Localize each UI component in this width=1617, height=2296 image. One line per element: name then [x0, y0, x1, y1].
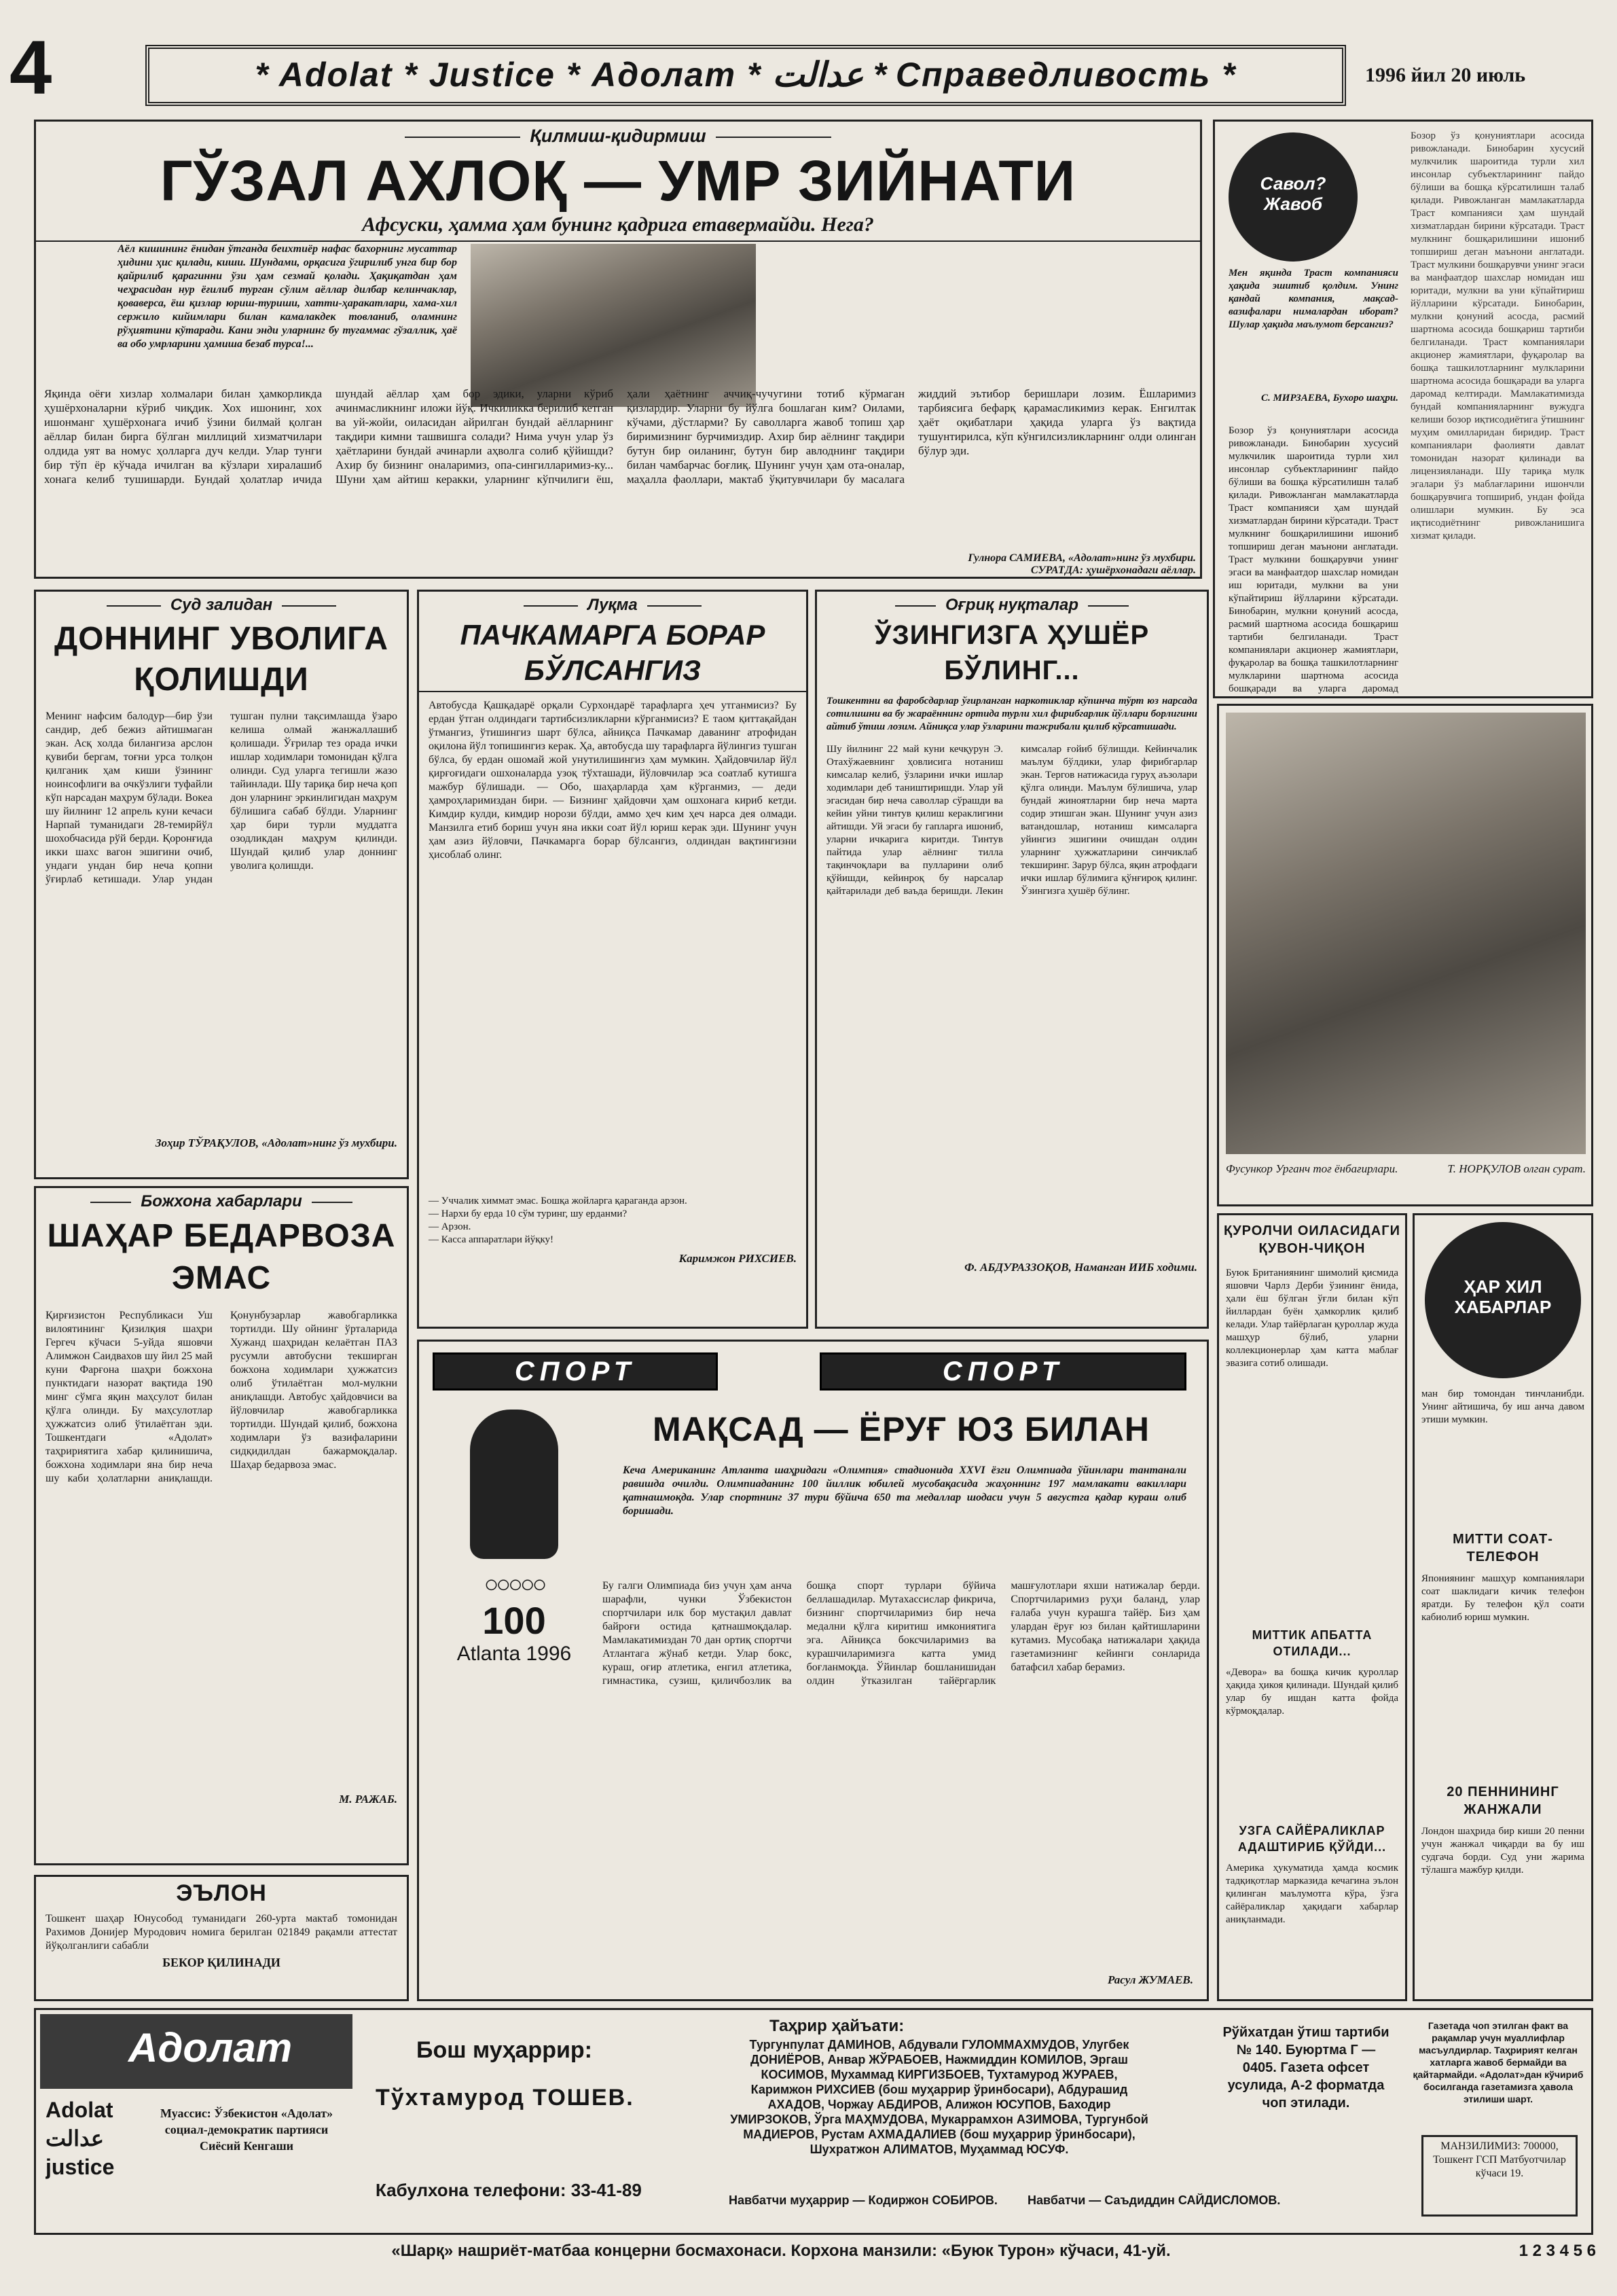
photo-credit: Т. НОРҚУЛОВ олган сурат. — [1447, 1162, 1586, 1175]
article-body — [44, 387, 1196, 577]
article-body: Бу галги Олимпиада биз учун ҳам анча шарафли, чунки Ўзбекистон спортчилари илк бор мустақил давлат байроғи остида қатнашмоқдалар. Мамлакатимиздан 70 дан ортиқ спортчи Атлантага жўнаб кетди. Улар бокс, кураш, оғир атлетика, енгил атлетика, гимнастика, сузиш, қиличбозлик ва бошқа спорт турлари бўйича беллашадилар. Мутахассислар фикрича, бизнинг спортчиларимиз бир неча медални қўлга киритиш имкониятига эга. Айниқса боксчиларимиз ва курашчиларимизга катта умид боғланмоқда. Ўйинлар бошланишидан олдин ўтказилган тайёргарлик машғулотлари яхши натижалар берди. Спортчиларимиз руҳи баланд, улар ғалаба учун курашга тайёр. Биз ҳам улардан ёруғ юз билан қайтишларини кутамиз. Мусобақа натижалари ҳақида газетамизнинг кейинги сонларида батафсил хабар берамиз. — [602, 1580, 1200, 1687]
footer-logo-main: Адолат — [128, 2025, 293, 2070]
article-bojxona — [34, 1186, 409, 1865]
article-qurolchi — [1217, 1213, 1407, 2001]
rubric-text: Луқма — [587, 596, 638, 614]
olympic-logo — [446, 1410, 582, 1708]
rubric-text: Қилмиш-қидирмиш — [530, 126, 706, 146]
harxil-logo — [1425, 1222, 1581, 1378]
article-sud — [34, 590, 409, 1179]
editor-label: Бош муҳаррир: — [416, 2037, 592, 2063]
trust-body-repeat: Бозор ўз қонуниятлари асосида ривожланади. Бинобарин хусусий мулкчилик шароитида турли хил инсонлар субъектларининг пайдо бўлиши ва бошқа кўрсатилишн талаб қилади. Ривожланган мамлакатларда Траст компанияси ҳам шундай хизматлардан бирини кўрсатади. Траст мулкнинг бошқарилишини ишониб топшириш деган маънони англатади. Траст мулкини бошқарувчи унинг эгаси ва манфаатдор шахслар номидан иш юритади, мулкни ва уни кўпайтириш йўлларини кўрсатади. Бинобарин, мулкни қонуний асосда, расмий шартнома асосида бошқариш тартиби белгиланади. Траст компаниялари акционер жамиятлари, фуқаролар ва бошқа ташкилотларнинг мулкларини шартнома асосида бошқаради ва уларга даромад келтиради. Мамлакатимизда бундай компанияларнинг вужудга келиши бозор иқтисодиётига ўтишнинг муҳим омилларидан биридир. Траст компаниялари фаолияти давлат томонидан назорат қилинади ва лицензияланади. Шу тариқа мулк эгалари ўз маблағларини ишончли бошқарувчига топшириб, ундан фойда олишлари мумкин. Бу эса иқтисодиётнинг ривожланишига хизмат қилади. — [1411, 130, 1584, 541]
olympic-rings-icon: ○○○○○ — [484, 1571, 545, 1598]
announcement-title: ЭЪЛОН — [176, 1880, 267, 1906]
article-title: МАҚСАД — ЁРУҒ ЮЗ БИЛАН — [653, 1410, 1150, 1448]
issue-date: 1996 йил 20 июль — [1365, 64, 1526, 86]
article-rubric — [419, 596, 806, 615]
article-guzal-ahloq — [34, 120, 1202, 579]
landscape-photo — [1226, 713, 1586, 1154]
trust-logo-text: Савол? Жавоб — [1260, 173, 1326, 214]
phone: Кабулхона телефони: 33-41-89 — [376, 2180, 642, 2200]
article-title: ГЎЗАЛ АХЛОҚ — УМР ЗИЙНАТИ — [160, 149, 1076, 213]
article-title: ШАҲАР БЕДАРВОЗА ЭМАС — [47, 1218, 396, 1296]
trust-body-continued — [1411, 130, 1584, 694]
article-subtitle: Афсуски, ҳамма ҳам бунинг қадрига етавермайди. Нега? — [36, 213, 1200, 242]
article-body: Шу йилнинг 22 май куни кечқурун Э. Отахўжаевнинг ҳовлисига нотаниш кимсалар келиб, ўзларини ички ишлар ходимлари деб таништиришди. Улар уй эгасидан бир неча саволлар сўрашди ва кейин уйни тинтув қилиш кераклигини айтишди. Уй эгаси бу гапларга ишониб, уларни ичкарига киритди. Тинтув пайтида улар аёлнинг тилла тақинчоқлари ва пулларини олиб қўйишди, кейинроқ бу нарсалар қайтарилади деб ваъда беришди. Лекин кимсалар ғойиб бўлишди. Кейинчалик маълум бўлдики, улар фирибгарлар экан. Тергов натижасида гуруҳ аъзолари қўлга олинди. Маълум бўлишича, улар бундай жиноятларни бир неча марта содир этишган экан. Шунинг учун азиз ватандошлар, нотаниш кимсаларга уйингиз эшигини очишдан олдин уларнинг ҳужжатларини синчиклаб текширинг. Зарур бўлса, яқин атрофдаги ички ишлар бўлимига қўнғироқ қилинг. Ўзингизга ҳушёр бўлинг. — [826, 744, 1197, 897]
sub-title-2: 20 ПЕННИНИНГ ЖАНЖАЛИ — [1447, 1784, 1559, 1817]
article-body-text: Яқинда оёғи хизлар холмалари билан ҳамкорликда ҳушёрхоналарни кўриб чиқдик. Хох ишонинг, хох ишонманг ҳушёрхонага ичиб ўзини билмай қолган аёллар билан бирга бўлган миллиций хизматчилари олдида уят ва номус ҳолларга дуч келди. Улар тунги бир тўп ёр кўчада ичилган ва кўзлари хиралашиб хонага келиб тушишарди. Бундай ҳолатлар ичида шундай аёллар ҳам бор эдики, уларни кўриб ачинмасликнинг иложи йўқ. Ичкиликка берилиб кетган ва уй-жойи, оиласидан айрилган бундай аёлларнинг тақдири кимни ташвишга солади? Нима учун улар ўз ҳаётларини бундай ачинарли аҳволга солиб қўйишди? Ахир бу бизнинг оналаримиз, опа-сингилларимиз-ку... Шуни ҳам айтиш керакки, уларнинг кўпчилиги ёш, ҳали ҳаётнинг аччиқ-чучугини тотиб кўрмаган қизлардир. Уларни бу йўлга бошлаган ким? Оилами, кўчами, дўстларми? Бу саволларга жавоб топиш ҳар биримизнинг бурчимиздир. Ахир бир аёлнинг тақдири бутун бир оиланинг, бутун бир авлоднинг тақдири билан чамбарчас боғлиқ. Шунинг учун ҳам ота-оналар, маҳалла фаоллари, мактаб ўқитувчилари бу масалага жиддий эътибор беришлари лозим. Ёшларимиз тарбиясига бефарқ қарамасликимиз керак. Енгилтак ҳаёт оқибатлари ҳақида уларга ўз вақтида тушунтирилса, кўп кўнгилсизликларнинг олди олинган бўлур эди. — [44, 387, 1196, 486]
announcement — [34, 1875, 409, 2001]
article-lead: Аёл кишининг ёнидан ўтганда беихтиёр нафас бахорнинг мусаттар ҳидини ҳис қилади, киши. Шундами, орқасига ўгирилиб унга бир бор қайрилиб қарагинни ўзи ҳам сезмай қолади. Ҳақиқатдан ҳам чеҳрасидан нур ёғилиб турган сўлим аёллар дилбар келинчаклар, қоваверса, ёш қизлар юриш-туриши, хатти-ҳаракатлари, хама-хил сержило кийимлари билан камалакдек товланиб, оламнинг рўҳиятини кўтаради. Кани энди уларнинг бу тугаммас гўзаллик, ҳаё ва обо умрларини ҳамиша безаб турса!... — [117, 243, 457, 350]
trust-question: Мен яқинда Траст компанияси ҳақида эшитиб қолдим. Унинг қандай компания, мақсад-вазифалари нималардан иборат? Шулар ҳақида маълумот берсангиз? — [1229, 268, 1398, 330]
sub-title-2: УЗГА САЙЁРАЛИКЛАР АДАШТИРИБ ҚЎЙДИ... — [1237, 1824, 1387, 1854]
article-body-3: Америка ҳукуматида ҳамда космик тадқиқотлар марказида кечагина эълон қилинган маълумотга кўра, ўзга сайёраликлар ҳақидаги хабарлар аниқланмади. — [1226, 1863, 1398, 1925]
article-rubric — [36, 1192, 407, 1211]
dialogue-3: — Арзон. — [429, 1221, 471, 1232]
article-body-2: «Девора» ва бошқа кичик қуроллар ҳақида ҳикоя қилинади. Шундай қилиб улар бу ишдан катта фойда кўрмоқдалар. — [1226, 1667, 1398, 1717]
trust-column — [1213, 120, 1593, 698]
article-signature: М. РАЖАБ. — [339, 1793, 397, 1806]
article-lead: Кеча Американинг Атланта шаҳридаги «Олимпия» стадионида XXVI ёзги Олимпиада ўйинлари тантанали равишда очилди. Олимпиаданинг 100 йиллик юбилей мусобақасида жаҳоннинг 197 мамлакати вакиллари қатнашмоқда. Улар спортнинг 37 тури бўйича 650 та медаллар шодаси учун 5 августга қадар кураш олиб боришади. — [623, 1465, 1186, 1517]
footer-founder: Муассис: Ўзбекистон «Адолат» социал-демократик партияси Сиёсий Кенгаши — [160, 2106, 333, 2153]
article-rubric — [36, 596, 407, 615]
article-rubric — [36, 126, 1200, 147]
article-signature: Расул ЖУМАЕВ. — [1108, 1973, 1193, 1986]
duty: Навбатчи — Саъдиддин САЙДИСЛОМОВ. — [1028, 2193, 1281, 2207]
article-signature: Гулнора САМИЕВА, «Адолат»нинг ўз мухбири. — [968, 552, 1196, 564]
sub-title-1: МИТТИК АПБАТТА ОТИЛАДИ... — [1252, 1628, 1373, 1658]
sport-bar-right: СПОРТ — [820, 1352, 1186, 1391]
article-body: Автобусда Қашқадарё орқали Сурхондарё тарафларга ҳеч утганмисиз? Бу ердан ўтган олдиндаги тартибсизликларни кўрганмисиз? Е таом қиттақайдан ўтмангиз, ўтишингиз шарт бўлса, айниқса Пачкамар даванинг атрофидан оқилона йўл топишингиз керак. Ҳа, автобусда шу тарафларга йўлингиз тушган бўлса, бу ердан ошомай жой унутилишингиз ҳам мумкин. Ҳайдовчилар йўл қирғоғидаги ошхоналарда узоқ тўхташади, йўловчилар эса соатлаб кутишга мажбур бўлишади. — Обо, шаҳарларда ҳам кўрганмиз, — деди ҳамроҳларимиздан бири. — Бизнинг ҳайдовчи ҳам ошхонага кириб кетди. Кимдир кулди, кимдир норози бўлди, аммо ҳеч ким ҳеч нарса дея олмади. Манзилга етиб бориш учун яна икки соат йўл юриш керак эди. Шунинг учун ҳам азиз йўловчи, Пачкамарга борар бўлсангиз, олдиндан вақтингизни ҳисоблаб олинг. — [429, 700, 797, 861]
rubric-text: Божхона хабарлари — [141, 1192, 302, 1210]
olympic-number: 100 — [482, 1599, 546, 1642]
article-title: ЎЗИНГИЗГА ҲУШЁР БЎЛИНГ... — [874, 620, 1150, 685]
sport-bar-left: СПОРТ — [433, 1352, 718, 1391]
article-ogriq — [815, 590, 1209, 1329]
article-body-1: Япониянинг машҳур компаниялари соат шаклидаги кичик телефон яратди. Бу телефон қўл соати кабиолиб юриш мумкин. — [1421, 1573, 1584, 1623]
footer-note: Газетада чоп этилган факт ва рақамлар учун муаллифлар масъулдирлар. Таҳририят келган хатларга жавоб бермайди ва қайтармайди. «Адолат»дан кўчириб босилганда газетамизга ҳавола этилиши шарт. — [1413, 2020, 1584, 2104]
trust-body: Бозор ўз қонуниятлари асосида ривожланади. Бинобарин хусусий мулкчилик шароитида турли хил инсонлар субъектларининг пайдо бўлиши ва бошқа кўрсатилишн талаб қилади. Ривожланган мамлакатларда Траст компанияси ҳам шундай хизматлардан бирини кўрсатади. Траст мулкнинг бошқарилишини ишониб топшириш деган маънони англатади. Траст мулкини бошқарувчи унинг эгаси ва манфаатдор шахслар номидан иш юритади, мулкни ва уни кўпайтириш йўлларини кўрсатади. Бинобарин, мулкни қонуний асосда, расмий шартнома асосида бошқариш тартиби белгиланади. Траст компаниялари акционер жамиятлари, фуқаролар ва бошқа ташкилотларнинг мулкларини шартнома асосида бошқаради ва уларга даромад — [1229, 425, 1398, 694]
article-signature: Каримжон РИХСИЕВ. — [678, 1252, 797, 1265]
page-number: 4 — [10, 27, 52, 110]
page-code: 1 2 3 4 5 6 — [1519, 2242, 1596, 2260]
article-sport — [417, 1340, 1209, 2001]
olympic-torch-icon — [470, 1410, 558, 1559]
article-title: ПАЧКАМАРГА БОРАР БЎЛСАНГИЗ — [419, 615, 806, 692]
printer-info: «Шарқ» нашриёт-матбаа концерни босмахонаси. Корхона манзили: «Буюк Турон» кўчаси, 41-уй. — [391, 2242, 1171, 2260]
footer-logo-sub: Adolat عدالت justice — [46, 2098, 115, 2179]
editor-name: Тўхтамурод ТОШЕВ. — [376, 2085, 634, 2111]
article-photo — [471, 244, 756, 407]
article-signature: Ф. АБДУРАЗЗОҚОВ, Наманган ИИБ ходими. — [964, 1261, 1197, 1274]
article-title: ДОННИНГ УВОЛИГА ҚОЛИШДИ — [54, 621, 389, 698]
print-info: Рўйхатдан ўтиш тартиби № 140. Буюртма Г — 0405. Газета офсет усулида, А-2 форматда чоп этилади. — [1222, 2025, 1389, 2111]
photo-caption: Фусункор Урганч тоғ ёнбағирлари. — [1226, 1162, 1398, 1175]
staff-list: Тургунпулат ДАМИНОВ, Абдували ГУЛОММАХМУДОВ, Улугбек ДОНИЁРОВ, Анвар ЖЎРАБОЕВ, Нажмиддин КОМИЛОВ, Эргаш КОСИМОВ, Мухаммад КИРГИЗБОЕВ, Тухтамурод ЖУРАЕВ, Каримжон РИХСИЕВ (бош муҳаррир ўринбосари), Абдурашид АХАДОВ, Чоржау АБДИРОВ, Алижон ЮСУПОВ, Баходир УМИРЗОКОВ, Ўрга МАҲМУДОВА, Мукаррамхон АЗИМОВА, Тургунбой МАДИЕРОВ, Рустам АХМАДАЛИЕВ (бош муҳаррир ўринбосари), Шухратжон АЛИМАТОВ, Муҳаммад ЮСУФ. — [730, 2038, 1148, 2156]
announcement-footer: БЕКОР ҚИЛИНАДИ — [162, 1956, 280, 1969]
article-body: Менинг нафсим балодур—бир ўзи сандир, деб бежиз айтишмаган экан. Асқ холда билангиза арслон қувиби бергам, тоғни урса толқон қилганик ҳам киши ўзининг ноинсофлиги ва очкўзлиги туфайли кўп нарсадан маҳрум бўлади. Вокеа шу йилнинг 12 апрель куни кечаси Нарпай туманидаги 28-темирйўл шохобчасида рўй берди. Қоронғида икки шахс вагон эшигини очиб, ундаги ундан бир неча қопни ўғирлаб кетишади. Улар ундан тушган пулни тақсимлашда ўзаро келиша олмай жанжаллашиб қолишади. Ўғрилар тез орада ички ишлар ходимлари томонидан қўлга олинди. Суд уларга тегишли жазо тайинлади. Шу тариқа бир неча қоп дон уларнинг эркинлигидан маҳрум бўлишига сабаб бўлди. Уларнинг ҳар бири турли муддатга озодликдан маҳрум қилинди. Шундай қилиб улар доннинг уволига қолишди. — [46, 711, 397, 885]
photo-caption: СУРАТДА: ҳушёрхонадаги аёллар. — [1030, 564, 1196, 576]
rubric-text: Суд залидан — [170, 596, 273, 614]
trust-logo — [1229, 132, 1358, 262]
address-box: МАНЗИЛИМИЗ: 700000, Тошкент ГСП Матбуотчилар кўчаси 19. — [1421, 2135, 1578, 2217]
dialogue-1: — Уччалик химмат эмас. Бошқа жойларга қараганда арзон. — [429, 1196, 687, 1206]
announcement-body: Тошкент шаҳар Юнусобод туманидаги 260-урта мактаб томонидан Рахимов Донијер Муродович номига берилган 021849 рақамли аттестат йўқолганлиги сабабли — [46, 1913, 397, 1952]
article-rubric — [817, 596, 1207, 615]
masthead-bar — [145, 45, 1346, 106]
dialogue-4: — Касса аппаратлари йўқку! — [429, 1234, 554, 1245]
article-luqma — [417, 590, 808, 1329]
duty-editor: Навбатчи муҳаррир — Кодиржон СОБИРОВ. — [729, 2193, 998, 2207]
rubric-text: Оғриқ нуқталар — [945, 596, 1078, 614]
article-harxil — [1413, 1213, 1593, 2001]
article-title: ҚУРОЛЧИ ОИЛАСИДАГИ ҚУВОН-ЧИҚОН — [1224, 1223, 1400, 1256]
landscape-photo-block — [1217, 704, 1593, 1206]
olympic-city: Atlanta 1996 — [456, 1643, 572, 1665]
harxil-logo-text: ҲАР ХИЛ ХАБАРЛАР — [1454, 1276, 1552, 1317]
dialogue-2: — Нархи бу ерда 10 сўм туринг, шу ерданми? — [429, 1208, 628, 1219]
footer-box — [34, 2008, 1593, 2235]
sub-title-1: МИТТИ СОАТ-ТЕЛЕФОН — [1453, 1532, 1553, 1564]
trust-question-author: С. МИРЗАЕВА, Бухоро шаҳри. — [1260, 393, 1398, 403]
article-body: Буюк Британиянинг шимолий қисмида яшовчи Чарлз Дерби ўзининг ёнида, ҳали ёш бўлган ўғли билан кўп йиллардан буён ҳамкорлик қилиб келади. Улар тайёрлаган қуроллар жуда машҳур бўлиб, уларни коллекционерлар ҳам катта маблағ эвазига сотиб олишади. — [1226, 1268, 1398, 1369]
staff-title: Таҳрир ҳайъати: — [769, 2017, 905, 2035]
article-signature: Зоҳир ТЎРАҚУЛОВ, «Адолат»нинг ўз мухбири. — [155, 1136, 397, 1149]
article-body: ман бир томондан тинчланибди. Унинг айтишича, бу иш анча давом этиши мумкин. — [1421, 1388, 1584, 1425]
article-lead: Тошкентни ва фаробсдарлар ўғирланган наркотиклар кўпинча тўрт юз нарсада сотилишни ва бу жараённинг ортида турли хил фирибгарлик йўллари борлигини айтиб ўтиш лозим. Айниқса улар ўзларини тажрибали қилиб кўрсатишади. — [826, 696, 1197, 732]
article-body: Қирғизистон Республикаси Уш вилоятининг Қизилқия шаҳри Гергеч кўчаси 5-уйда яшовчи Алимжон Саидвахов шу йил 25 май куни Фарғона шаҳри божхона пунктидаги назорат вақтида 190 минг сўмга яқин маҳсулот билан қўлга олинди. Бу маҳсулотлар ҳужжатсиз олиб ўтилаётган эди. Тошкентдаги «Адолат» таҳририятига хабар қилинишича, божхона ходимлари яна бир неча шу каби ҳолатларни аниқлашди. Қонунбузарлар жавобгарликка тортилди. Шу ойнинг ўрталарида Хужанд шаҳридан келаётган ПАЗ русумли автобусни текширган божхона ходимлари ҳужжатсиз олиб ўтилаётган мол-мулкни аниқлашди. Автобус ҳайдовчиси ва йўловчилар жавобгарликка тортилди. Шундай қилиб, божхона ходимлари ўз вазифаларини сидқидилдан бажармоқдалар. Шаҳар бедарвоза эмас. — [46, 1310, 397, 1484]
article-body-2: Лондон шаҳрида бир киши 20 пенни учун жанжал чиқарди ва бу иш судгача борди. Суд уни жарима тўлашга мажбур қилди. — [1421, 1826, 1584, 1876]
masthead-title: * Adolat * Justice * Адолат * عدالت * Справедливость * — [255, 56, 1237, 94]
footer-logo — [40, 2014, 352, 2089]
